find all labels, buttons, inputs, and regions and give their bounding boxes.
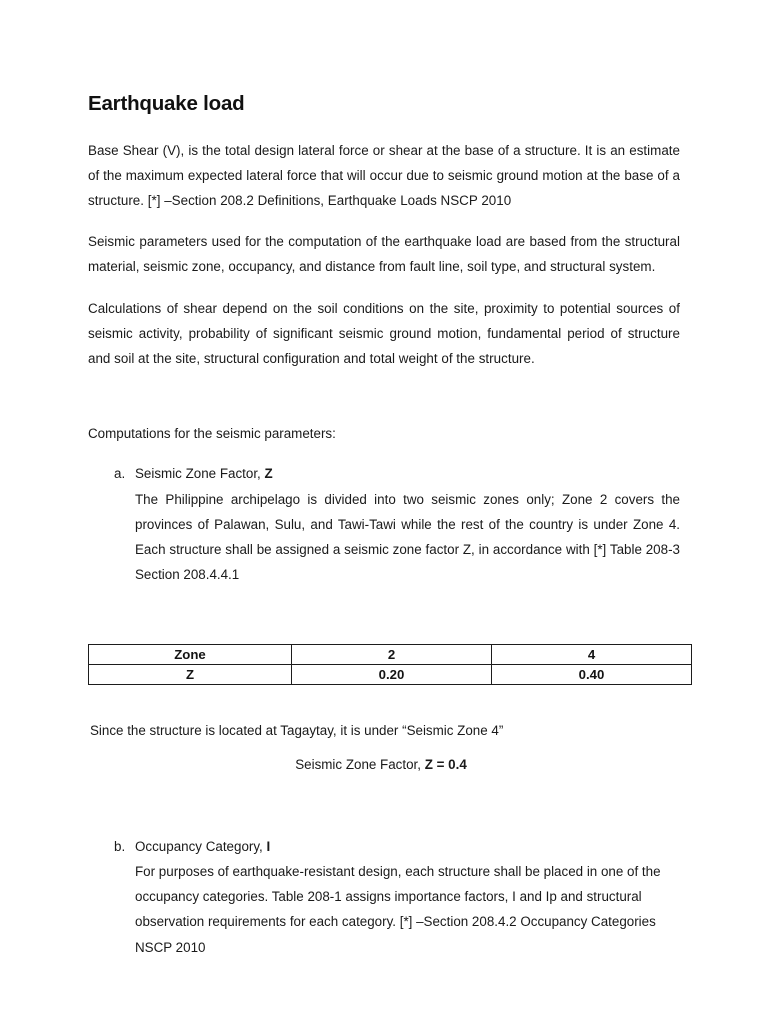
list-item-a-heading <box>135 461 680 486</box>
result-label: Seismic Zone Factor, <box>295 756 425 772</box>
document-body <box>88 0 680 960</box>
list-item-b-heading-symbol: I <box>266 838 271 854</box>
list-item-occupancy-category <box>88 834 680 960</box>
seismic-zone-table <box>88 644 692 685</box>
table-row-header <box>89 645 692 665</box>
paragraph-seismic-parameters: Seismic parameters used for the computation of the earthquake load are based from the structural material, seismic zone, occupancy, and distance from fault line, soil type, and structural system. <box>88 234 680 275</box>
table-cell-z-zone4: 0.40 <box>492 665 692 685</box>
paragraph-base-shear: Base Shear (V), is the total design lateral force or shear at the base of a structure. It is an estimate of the maximum expected lateral force that will occur due to seismic ground motion at the base of a structure. [*] –Section 208.2 Definitions, Earthquake Loads NSCP 2010 <box>88 142 680 208</box>
result-value: Z = 0.4 <box>424 756 467 772</box>
list-item-b-body: For purposes of earthquake-resistant design, each structure shall be placed in one of the occupancy categories. Table 208-1 assigns importance factors, I and Ip and structural observation requirements for each category. [*] –Section 208.4.2 Occupancy Categories NSCP 2010 <box>135 864 661 955</box>
list-item-a-heading-text: Seismic Zone Factor, <box>135 466 265 482</box>
table-header-cell-zone: Zone <box>89 645 292 665</box>
seismic-zone-factor-result <box>88 744 680 777</box>
list-marker-a: a. <box>114 466 126 482</box>
table-cell-z-zone2: 0.20 <box>292 665 492 685</box>
table-row <box>89 665 692 685</box>
table-header-cell-zone-2: 2 <box>292 645 492 665</box>
page-title: Earthquake load <box>88 92 245 115</box>
section-spacer <box>88 777 680 819</box>
paragraph-calculations: Calculations of shear depend on the soil conditions on the site, proximity to potential sources of seismic activity, probability of significant seismic ground motion, fundamental period of structure and soil at the site, structural configuration and total weight of the structure. <box>88 300 680 366</box>
list-item-b-heading-text: Occupancy Category, <box>135 838 267 854</box>
list-marker-b: b. <box>114 838 126 854</box>
list-item-b-heading <box>135 834 680 859</box>
list-item-a-heading-symbol: Z <box>264 466 273 482</box>
list-item-seismic-zone-factor <box>88 461 680 587</box>
tagaytay-zone-statement: Since the structure is located at Tagaytay, it is under “Seismic Zone 4” <box>90 723 504 739</box>
seismic-zone-table-wrapper <box>88 644 680 685</box>
table-header-cell-zone-4: 4 <box>492 645 692 665</box>
computations-lead-in: Computations for the seismic parameters: <box>88 426 336 442</box>
table-cell-z-label: Z <box>89 665 292 685</box>
list-item-a-body: The Philippine archipelago is divided into two seismic zones only; Zone 2 covers the provinces of Palawan, Sulu, and Tawi-Tawi while the rest of the country is under Zone 4. Each structure shall be assigned a seismic zone factor Z, in accordance with [*] Table 208-3 Section 208.4.4.1 <box>135 491 680 583</box>
